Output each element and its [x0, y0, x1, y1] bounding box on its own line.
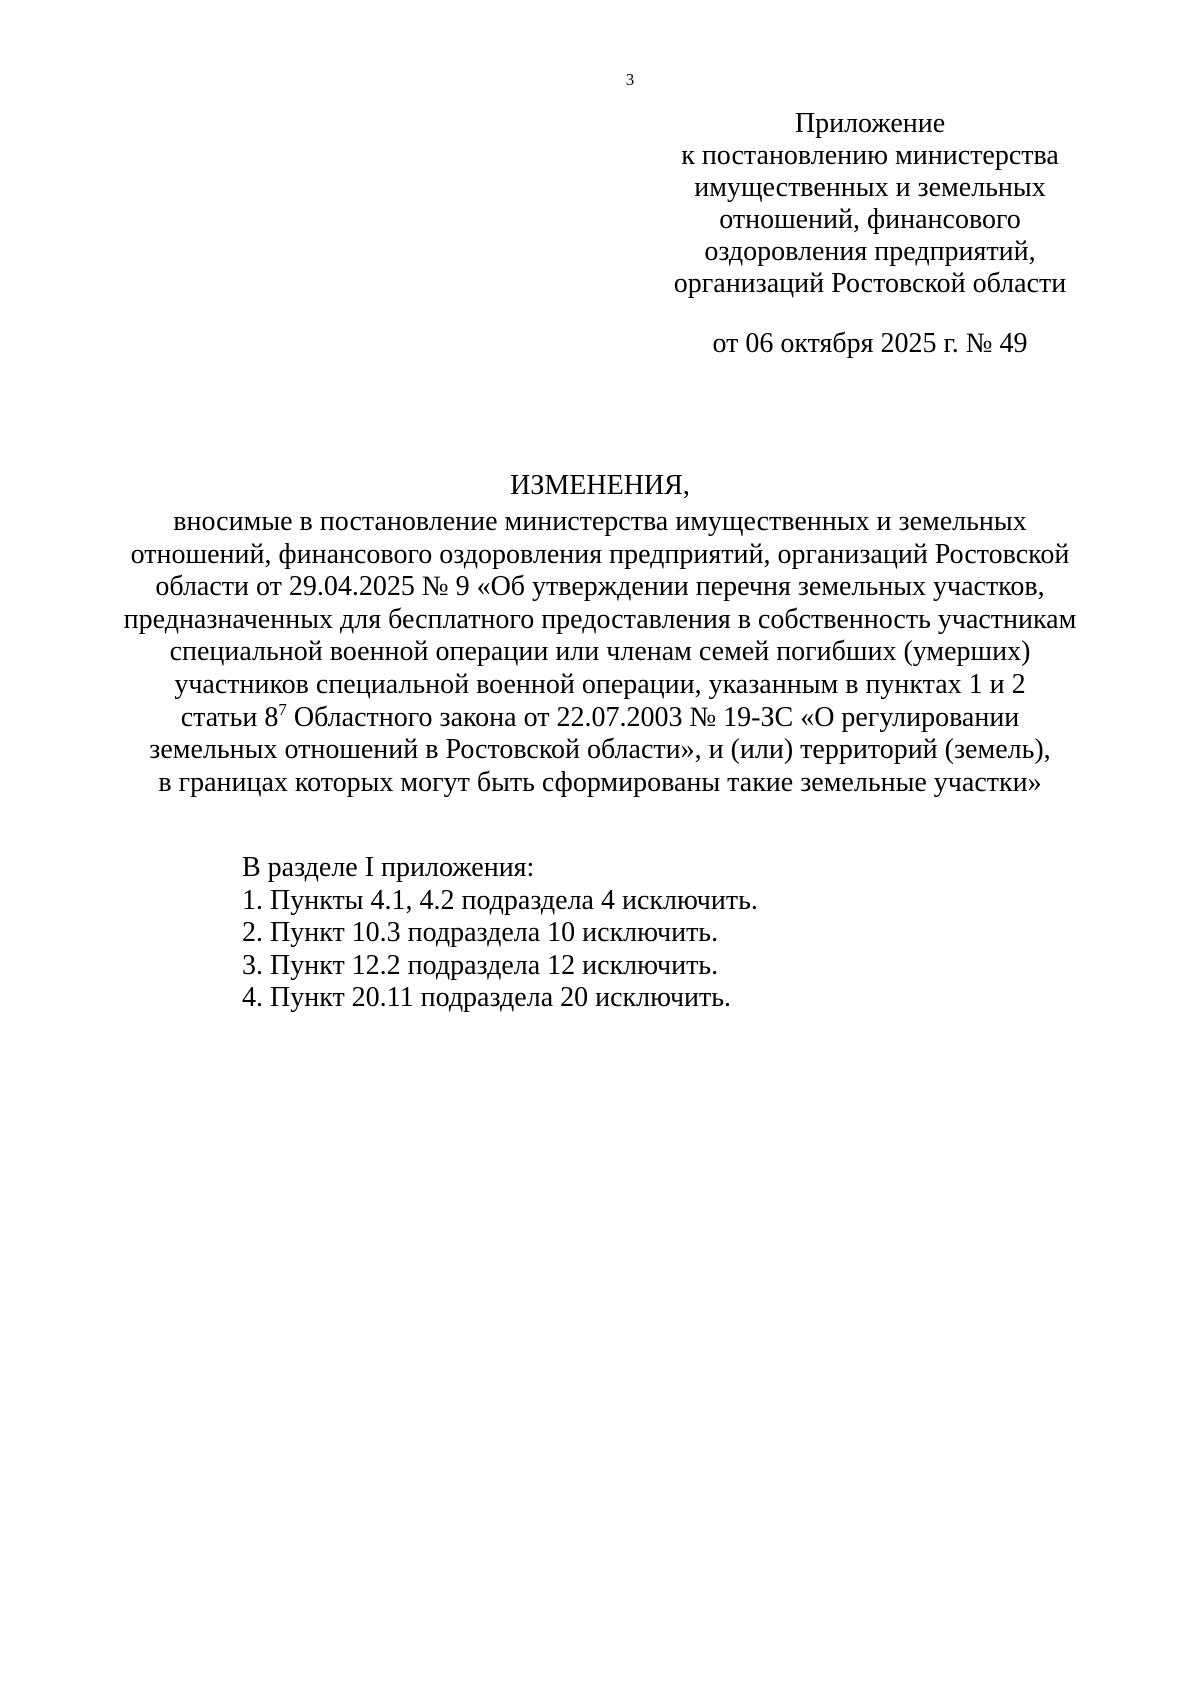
attachment-line: организаций Ростовской области — [673, 268, 1067, 299]
subtitle-line: в границах которых могут быть сформированы такие земельные участки» — [158, 766, 1042, 798]
document-subtitle — [0, 506, 1200, 799]
attachment-line: Приложение — [794, 108, 946, 139]
subtitle-line: участников специальной военной операции, указанным в пунктах 1 и 2 — [174, 668, 1026, 700]
article-suffix: Областного закона от 22.07.2003 № 19-ЗС «О регулировании — [286, 701, 1020, 733]
subtitle-line: предназначенных для бесплатного предоставления в собственность участникам — [123, 603, 1077, 635]
document-title: ИЗМЕНЕНИЯ, — [510, 470, 690, 501]
page-number: 3 — [625, 70, 635, 89]
attachment-line: отношений, финансового — [719, 204, 1021, 235]
article-prefix: статьи 8 — [180, 701, 279, 733]
subtitle-line: специальной военной операции или членам семей погибших (умерших) — [169, 636, 1031, 668]
subtitle-line: отношений, финансового оздоровления предприятий, организаций Ростовской — [130, 538, 1070, 570]
body-item: 1. Пункты 4.1, 4.2 подраздела 4 исключить. — [242, 884, 758, 916]
subtitle-line: вносимые в постановление министерства имущественных и земельных — [173, 506, 1027, 537]
article-superscript: 7 — [278, 699, 287, 719]
subtitle-line: земельных отношений в Ростовской области», и (или) территорий (земель), — [149, 734, 1051, 766]
document-body — [242, 852, 1102, 1015]
body-item: 2. Пункт 10.3 подраздела 10 исключить. — [242, 917, 719, 948]
attachment-line: к постановлению министерства — [681, 140, 1059, 171]
body-item: 4. Пункт 20.11 подраздела 20 исключить. — [242, 982, 732, 1013]
attachment-line: оздоровления предприятий, — [704, 236, 1036, 267]
body-item: 3. Пункт 12.2 подраздела 12 исключить. — [242, 949, 719, 981]
attachment-header — [630, 108, 1110, 300]
attachment-date: от 06 октября 2025 г. № 49 — [712, 328, 1028, 359]
body-intro: В разделе I приложения: — [242, 852, 535, 883]
attachment-line: имущественных и земельных — [694, 172, 1046, 203]
subtitle-article-line — [0, 699, 1200, 735]
subtitle-line: области от 29.04.2025 № 9 «Об утверждении перечня земельных участков, — [155, 571, 1045, 603]
